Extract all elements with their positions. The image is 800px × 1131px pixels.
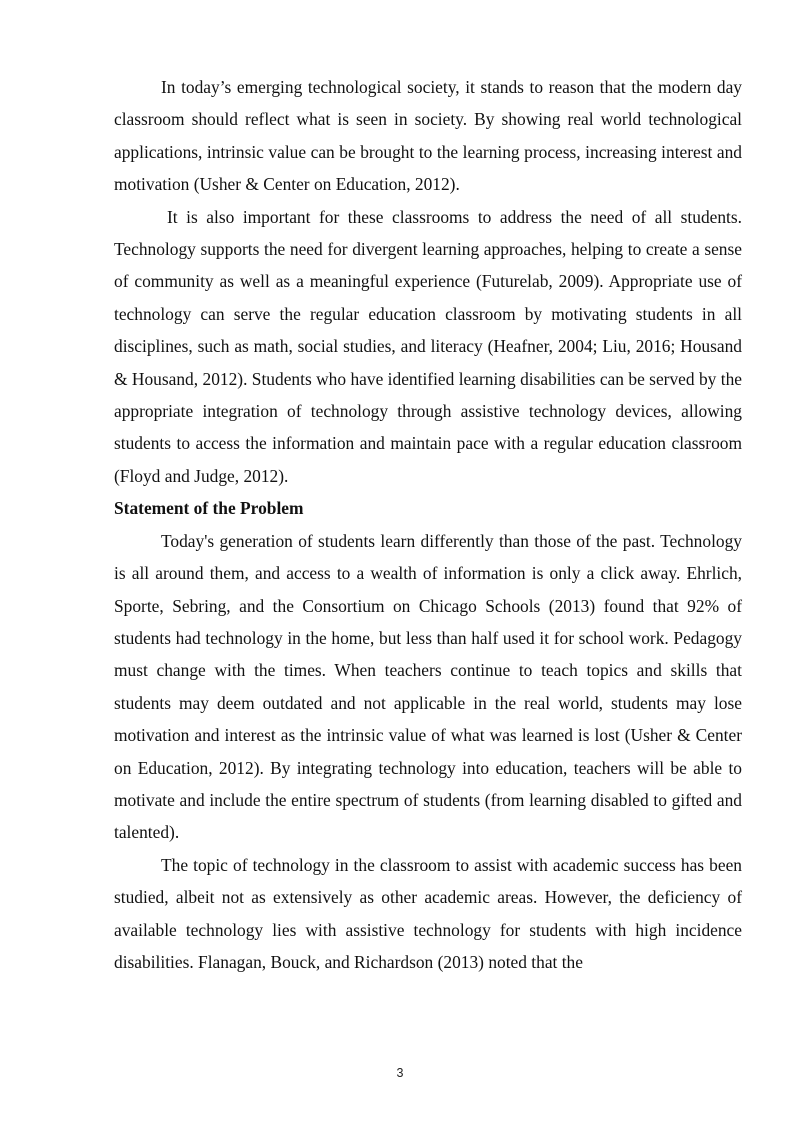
page-number: 3 bbox=[396, 1066, 404, 1080]
document-body bbox=[114, 71, 742, 978]
paragraph-problem-2: The topic of technology in the classroom to assist with academic success has been studied, albeit not as extensively as other academic areas. However, the deficiency of available technology lies with assistive technology for students with high incidence disabilities. Flanagan, Bouck, and Richardson (2013) noted that the bbox=[114, 854, 742, 972]
paragraph-problem-1: Today's generation of students learn differently than those of the past. Technology is all around them, and access to a wealth of information is only a click away. Ehrlich, Sporte, Sebring, and the Consortium on Chicago Schools (2013) found that 92% of students had technology in the home, but less than half used it for school work. Pedagogy must change with the times. When teachers continue to teach topics and skills that students may deem outdated and not applicable in the real world, students may lose motivation and interest as the intrinsic value of what was learned is lost (Usher & Center on Education, 2012). By integrating technology into education, teachers will be able to motivate and include the entire spectrum of students (from learning disabled to gifted and talented). bbox=[114, 530, 742, 843]
paragraph-intro-2: It is also important for these classrooms to address the need of all students. Technology supports the need for divergent learning approaches, helping to create a sense of community as well as a meaningful experience (Futurelab, 2009). Appropriate use of technology can serve the regular education classroom by motivating students in all disciplines, such as math, social studies, and literacy (Heafner, 2004; Liu, 2016; Housand & Housand, 2012). Students who have identified learning disabilities can be served by the appropriate integration of technology through assistive technology devices, allowing students to access the information and maintain pace with a regular education classroom (Floyd and Judge, 2012). bbox=[114, 206, 742, 486]
section-heading: Statement of the Problem bbox=[114, 498, 304, 519]
paragraph-intro-1: In today’s emerging technological society, it stands to reason that the modern day classroom should reflect what is seen in society. By showing real world technological applications, intrinsic value can be brought to the learning process, increasing interest and motivation (Usher & Center on Education, 2012). bbox=[114, 77, 742, 195]
